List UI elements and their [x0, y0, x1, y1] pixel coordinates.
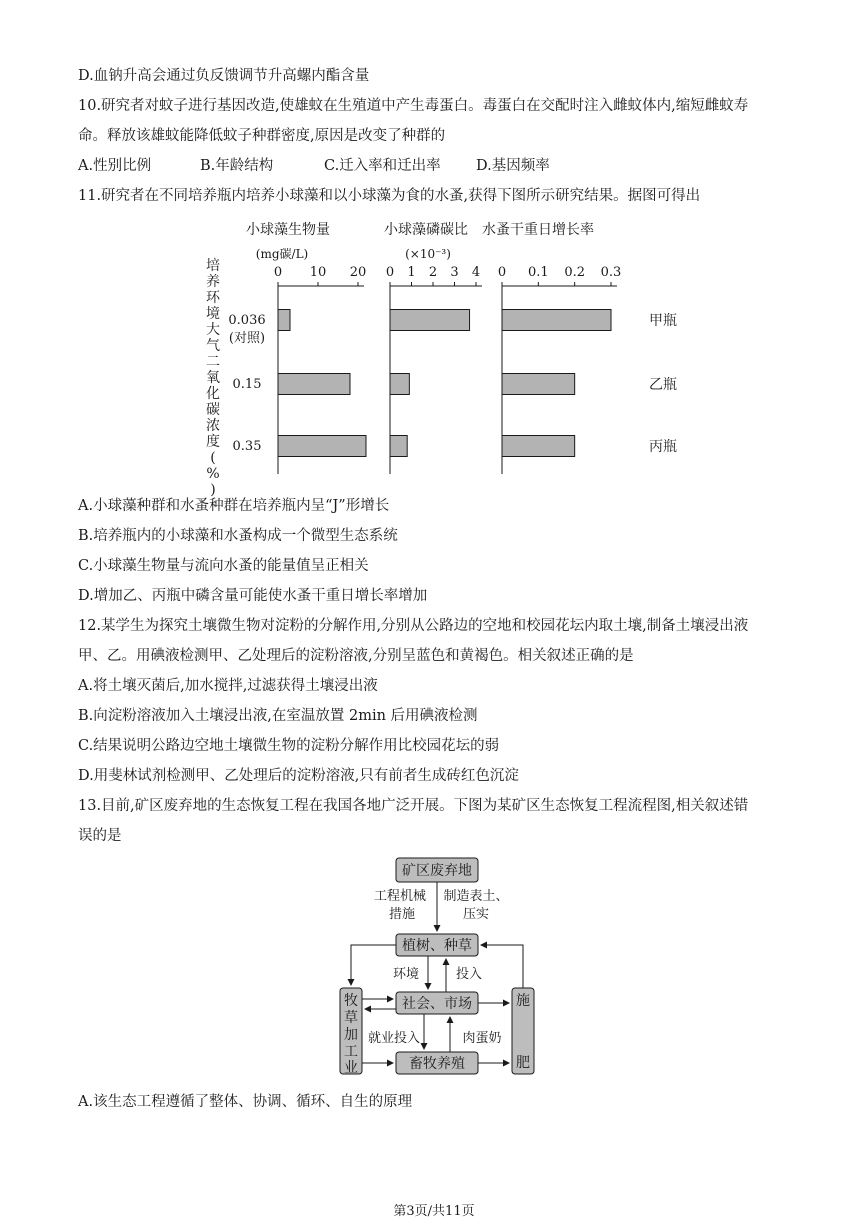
q10-options [78, 156, 550, 176]
panel-title: 小球藻磷碳比 [384, 222, 468, 238]
panel-tick-label: 3 [450, 265, 459, 280]
flow-text-forage-3: 加 [344, 1027, 358, 1043]
q11-option-c: C.小球藻生物量与流向水蚤的能量值呈正相关 [78, 558, 369, 574]
q12-stem-line2: 甲、乙。用碘液检测甲、乙处理后的淀粉溶液,分别呈蓝色和黄褐色。相关叙述正确的是 [78, 648, 634, 664]
flow-label-env: 环境 [392, 967, 420, 982]
bar [278, 310, 290, 331]
bottle-label: 丙瓶 [649, 439, 677, 455]
bar [502, 310, 611, 331]
flow-arrow-plant-to-forage [351, 945, 396, 985]
panel-tick-label: 0 [497, 265, 507, 280]
flow-text-mine-wasteland: 矿区废弃地 [402, 863, 472, 879]
flow-label-invest: 投入 [455, 967, 483, 982]
y-axis-label-char: 碳 [206, 402, 220, 418]
q12-option-a: A.将土壤灭菌后,加水搅拌,过滤获得土壤浸出液 [78, 678, 378, 694]
bar [390, 374, 409, 395]
panel-tick-label: 0.1 [527, 265, 549, 280]
category-label: 0.036 [228, 313, 266, 328]
q12-stem-line1: 12.某学生为探究土壤微生物对淀粉的分解作用,分别从公路边的空地和校园花坛内取土壤,制备土壤浸出液 [78, 618, 749, 634]
flow-label-machinery1: 工程机械 [373, 889, 427, 904]
y-axis-label-char: 大 [206, 322, 220, 338]
panel-tick-label: 20 [349, 265, 367, 280]
panel-title: 水蚤干重日增长率 [482, 222, 594, 238]
y-axis-label-char: 气 [206, 338, 220, 354]
y-axis-label-char: 氧 [206, 370, 220, 386]
flow-text-forage-4: 工 [344, 1044, 358, 1060]
bar [502, 436, 575, 457]
panel-tick-label: 10 [309, 265, 327, 280]
category-note: (对照) [228, 331, 266, 346]
y-axis-label-char: 培 [206, 258, 220, 274]
q10-stem-line2: 命。释放该雄蚊能降低蚊子种群密度,原因是改变了种群的 [78, 128, 446, 144]
y-axis-label-char: 化 [206, 386, 220, 402]
bar [502, 374, 575, 395]
q12-option-c: C.结果说明公路边空地土壤微生物的淀粉分解作用比校园花坛的弱 [78, 738, 500, 754]
flow-label-employ: 就业投入 [367, 1031, 421, 1046]
flow-label-topsoil2: 压实 [462, 907, 490, 922]
bar [390, 310, 470, 331]
panel-title: 小球藻生物量 [246, 222, 330, 238]
y-axis-label-char: 度 [206, 434, 220, 450]
bar [390, 436, 407, 457]
panel-tick-label: 0 [385, 265, 395, 280]
y-axis-label-char: ( [210, 450, 216, 466]
q12-option-b: B.向淀粉溶液加入土壤浸出液,在室温放置 2min 后用碘液检测 [78, 708, 478, 724]
flow-text-society: 社会、市场 [402, 996, 472, 1012]
page-footer: 第3页/共11页 [393, 1204, 475, 1219]
q11-stem: 11.研究者在不同培养瓶内培养小球藻和以小球藻为食的水蚤,获得下图所示研究结果。据图可得出 [78, 188, 701, 204]
q10-stem-line1: 10.研究者对蚊子进行基因改造,使雄蚊在生殖道中产生毒蛋白。毒蛋白在交配时注入雌蚊体内,缩短雌蚊寿 [78, 98, 749, 114]
bar [278, 436, 366, 457]
flow-label-meat: 肉蛋奶 [462, 1031, 502, 1046]
category-label: 0.35 [232, 439, 262, 454]
y-axis-label-char: 浓 [206, 418, 220, 434]
panel-tick-label: 2 [428, 265, 438, 280]
q10-option-c: C.迁入率和迁出率 [324, 158, 441, 174]
y-axis-label-char: ) [210, 482, 216, 498]
flow-text-forage-2: 草 [344, 1010, 358, 1026]
panel-tick-label: 0.3 [600, 265, 622, 280]
panel-tick-label: 4 [471, 265, 481, 280]
flow-text-plant: 植树、种草 [402, 938, 472, 954]
flow-label-machinery2: 措施 [388, 907, 416, 922]
panel-tick-label: 0.2 [564, 265, 586, 280]
panel-tick-label: 0 [273, 265, 283, 280]
q10-option-a: A.性别比例 [78, 158, 152, 174]
flow-label-topsoil1: 制造表土、 [443, 889, 509, 904]
y-axis-label-char: 环 [206, 290, 220, 306]
q11-option-b: B.培养瓶内的小球藻和水蚤构成一个微型生态系统 [78, 528, 398, 544]
flow-text-forage-1: 牧 [344, 993, 358, 1009]
flow-text-livestock: 畜牧养殖 [409, 1056, 465, 1072]
panel-tick-label: 1 [407, 265, 416, 280]
flow-text-forage-5: 业 [344, 1060, 358, 1076]
q13-stem-line2: 误的是 [78, 828, 122, 844]
flow-arrow-fertilize-to-plant [481, 945, 523, 988]
flow-text-fertilize-2: 肥 [516, 1055, 530, 1071]
y-axis-label-char: 二 [206, 354, 220, 370]
q11-option-d: D.增加乙、丙瓶中磷含量可能使水蚤干重日增长率增加 [78, 588, 428, 604]
y-axis-label-char: % [206, 466, 220, 482]
panel-unit: (mg碳/L) [255, 247, 309, 261]
flow-text-fertilize-1: 施 [516, 993, 530, 1009]
q13-stem-line1: 13.目前,矿区废弃地的生态恢复工程在我国各地广泛开展。下图为某矿区生态恢复工程流程图,相关叙述错 [78, 798, 749, 814]
q11-option-a: A.小球藻种群和水蚤种群在培养瓶内呈“J”形增长 [78, 498, 390, 514]
q13-option-a: A.该生态工程遵循了整体、协调、循环、自生的原理 [78, 1094, 413, 1110]
q9-option-d: D.血钠升高会通过负反馈调节升高螺内酯含量 [78, 68, 370, 84]
y-axis-label-char: 境 [206, 306, 220, 322]
q12-option-d: D.用斐林试剂检测甲、乙处理后的淀粉溶液,只有前者生成砖红色沉淀 [78, 768, 519, 784]
q10-option-d: D.基因频率 [476, 158, 550, 174]
bar [278, 374, 350, 395]
y-axis-label-char: 养 [206, 274, 220, 290]
q13-flow-diagram [330, 852, 550, 1080]
bottle-label: 乙瓶 [649, 377, 677, 393]
panel-unit: (×10⁻³) [405, 247, 451, 261]
q11-bar-chart [195, 212, 685, 498]
bottle-label: 甲瓶 [649, 313, 677, 329]
category-label: 0.15 [232, 377, 262, 392]
q10-option-b: B.年龄结构 [200, 158, 274, 174]
